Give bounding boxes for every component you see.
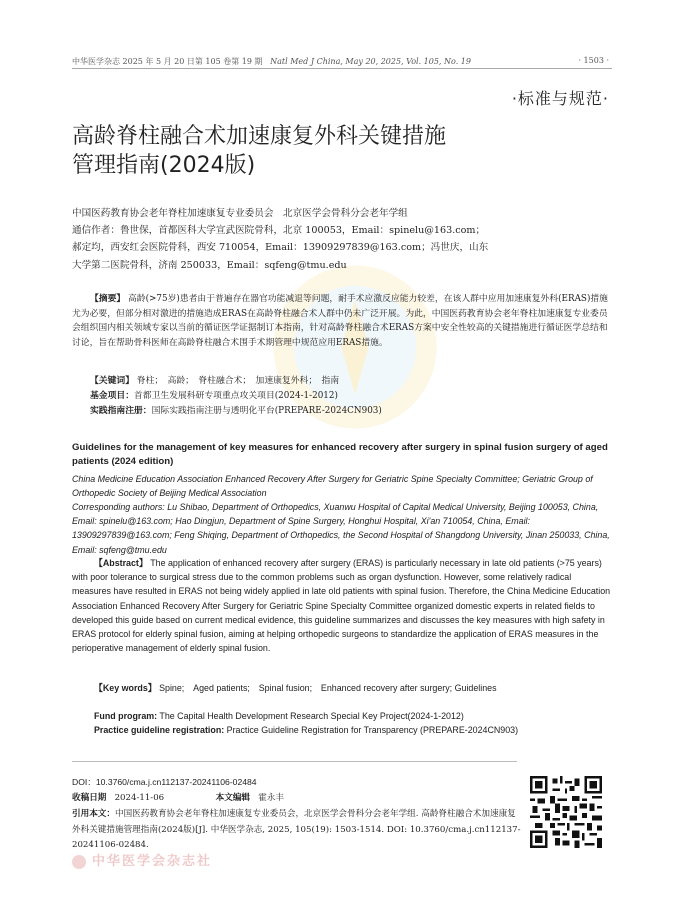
header-rule	[72, 68, 612, 69]
abstract-cn	[72, 292, 612, 350]
registration-cn	[72, 404, 612, 419]
english-keywords	[72, 681, 612, 695]
english-abstract	[72, 556, 612, 655]
publisher-logo-icon	[72, 855, 86, 869]
english-fund-text: The Capital Health Development Research Special Key Project(2024-1-2012)	[159, 711, 464, 721]
article-title	[72, 122, 552, 180]
footer-rule	[72, 761, 517, 762]
english-abstract-text: The application of enhanced recovery after surgery (ERAS) is particularly necessary in late old patients (>75 years) with poor tolerance to surgical stress due to the common problems such as organ dysfunction. However, some relatively radical measures have resulted in ERAS not being widely applied in late old patients with spinal fusion. Therefore, the China Medicine Education Association Enhanced Recovery After Surgery for Geriatric Spine Specialty Committee organized domestic experts in related fields to developed this guide based on current medical evidence, this guideline summarizes and discusses the key measures with high safety in ERAS protocol for elderly spinal fusion, aiming at helping orthopedic surgeons to standardize the application of ERAS measures in the perioperative management of elderly spinal fusion.	[72, 558, 611, 654]
citation-label: 引用本文：	[72, 809, 115, 819]
authors-line-2: 通信作者：鲁世保，首都医科大学宣武医院骨科，北京 100053，Email：spinelu@163.com；	[72, 225, 486, 237]
english-corresponding: Corresponding authors: Lu Shibao, Department of Orthopedics, Xuanwu Hospital of Capital Medical University, Beijing 100053, China, Email: spinelu@163.com; Hao Dingjun, Department of Spine Surgery, Honghui Hospital, Xi'an 710054, China, Email: 13909297839@163.com; Feng Shiqing, Department of Orthopedics, the Second Hospital of Shangdong University, Jinan 250033, China, Email: sqfeng@tmu.edu	[72, 502, 610, 555]
title-line-1: 高龄脊柱融合术加速康复外科关键措施	[72, 124, 447, 149]
english-keywords-text: Spine; Aged patients; Spinal fusion; Enhanced recovery after surgery; Guidelines	[159, 683, 497, 693]
qr-code-icon	[530, 776, 602, 848]
fund-cn	[72, 389, 612, 404]
abstract-cn-label: 【摘要】	[90, 294, 126, 304]
journal-en: Natl Med J China, May 20, 2025, Vol. 105, No. 19	[270, 57, 471, 66]
running-header	[72, 56, 471, 67]
citation-text: 中国医药教育协会老年脊柱加速康复专业委员会，北京医学会骨科分会老年学组. 高龄脊柱融合术加速康复外科关键措施管理指南(2024版)[J]. 中华医学杂志, 2025, 105(19): 1503-1514. DOI: 10.3760/cma.j.cn112137-20241106-02484.	[72, 809, 521, 850]
english-orgs: China Medicine Education Association Enhanced Recovery After Surgery for Geriatric Spine Specialty Committee; Geriatric Group of Orthopedic Society of Beijing Medical Association	[72, 474, 593, 499]
english-registration	[72, 723, 612, 737]
english-fund	[72, 709, 612, 723]
keywords-cn-text: 脊柱； 高龄； 脊柱融合术； 加速康复外科； 指南	[136, 376, 340, 386]
page-number: · 1503 ·	[578, 56, 609, 65]
section-tag: ·标准与规范·	[511, 89, 609, 108]
received-line	[72, 791, 522, 807]
english-title: Guidelines for the management of key measures for enhanced recovery after surgery in spinal fusion surgery of aged patients (2024 edition)	[72, 442, 608, 467]
keywords-cn-label: 【关键词】	[90, 376, 134, 386]
publisher-mark-text: 中华医学会杂志社	[92, 854, 213, 869]
registration-cn-label: 实践指南注册：	[90, 406, 152, 416]
authors-line-1: 中国医药教育协会老年脊柱加速康复专业委员会 北京医学会骨科分会老年学组	[72, 208, 408, 219]
english-registration-label: Practice guideline registration:	[94, 725, 225, 735]
editor-label: 本文编辑	[215, 793, 251, 803]
authors-line-3: 郝定均，西安红会医院骨科，西安 710054，Email：13909297839@163.com；冯世庆，山东	[72, 242, 489, 254]
editor-name: 霍永丰	[258, 793, 285, 803]
english-registration-text: Practice Guideline Registration for Transparency (PREPARE-2024CN903)	[226, 725, 519, 735]
publisher-watermark	[72, 850, 212, 869]
abstract-cn-text: 高龄(>75岁)患者由于普遍存在器官功能减退等问题，耐手术应激反应能力较差，在该人群中应用加速康复外科(ERAS)措施尤为必要，但部分相对激进的措施造成ERAS在高龄脊柱融合术人群中仍未广泛开展。为此，中国医药教育协会老年脊柱加速康复专业委员会组织国内相关领域专家以当前的循证医学证据制订本指南，针对高龄脊柱融合术ERAS方案中安全性较高的关键措施进行循证医学总结和讨论，旨在帮助骨科医师在高龄脊柱融合术围手术期管理中规范应用ERAS措施。	[72, 294, 608, 348]
english-keywords-label: 【Key words】	[94, 683, 157, 693]
received-label: 收稿日期	[72, 793, 107, 803]
author-block	[72, 205, 502, 274]
title-line-2: 管理指南(2024版)	[72, 153, 256, 178]
fund-cn-text: 首都卫生发展科研专项重点攻关项目(2024-1-2012)	[134, 391, 338, 401]
english-abstract-label: 【Abstract】	[94, 558, 148, 568]
doi: DOI：10.3760/cma.j.cn112137-20241106-02484	[72, 777, 257, 787]
fund-cn-label: 基金项目：	[90, 391, 134, 401]
authors-line-4: 大学第二医院骨科，济南 250033，Email：sqfeng@tmu.edu	[72, 259, 347, 271]
journal-cn: 中华医学杂志 2025 年 5 月 20 日第 105 卷第 19 期	[72, 57, 263, 66]
keywords-cn	[72, 374, 612, 389]
received-date: 2024-11-06	[114, 793, 165, 803]
english-fund-label: Fund program:	[94, 711, 158, 721]
registration-cn-text: 国际实践指南注册与透明化平台(PREPARE-2024CN903)	[151, 406, 382, 416]
citation	[72, 807, 522, 854]
